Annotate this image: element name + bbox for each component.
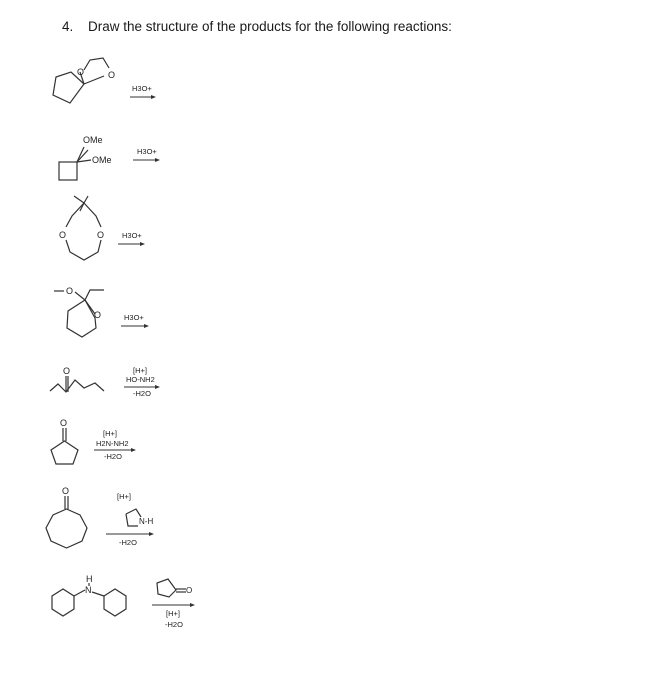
question-number: 4. — [62, 19, 74, 34]
reaction-6 — [51, 418, 136, 464]
reaction-6-byproduct: -H2O — [104, 452, 122, 461]
arrow-head — [131, 448, 136, 452]
cyclopentanone-reagent — [157, 579, 192, 597]
oxygen-label: O — [94, 310, 102, 320]
reaction-4-reagent: H3O+ — [124, 313, 144, 322]
hydrogen-label: H — [86, 574, 93, 584]
reaction-8-byproduct: -H2O — [165, 620, 183, 629]
oxygen-label: O — [59, 230, 67, 240]
question-text: Draw the structure of the products for the following reactions: — [88, 19, 452, 34]
arrow-head — [155, 385, 160, 389]
reaction-1-reagent: H3O+ — [132, 84, 152, 93]
reaction-5-byproduct: -H2O — [133, 389, 151, 398]
reaction-1 — [53, 58, 156, 103]
oxygen-label: O — [97, 230, 105, 240]
reaction-8-substrate — [52, 574, 126, 616]
reaction-7-substrate — [46, 486, 87, 548]
reaction-7 — [46, 486, 154, 548]
methoxy-label: OMe — [83, 135, 103, 145]
reaction-6-catalyst: [H+] — [103, 429, 117, 438]
reaction-5-catalyst: [H+] — [133, 366, 147, 375]
reaction-7-catalyst: [H+] — [117, 492, 131, 501]
reaction-5-substrate — [50, 366, 104, 392]
arrow-head — [190, 603, 195, 607]
oxygen-label: O — [186, 586, 193, 595]
arrow-head — [140, 242, 145, 246]
nitrogen-label: N — [85, 585, 92, 595]
reaction-4 — [54, 286, 149, 337]
oxygen-label: O — [77, 67, 85, 77]
oxygen-label: O — [66, 286, 74, 296]
oxygen-label: O — [62, 486, 70, 496]
reaction-2-reagent: H3O+ — [137, 147, 157, 156]
reaction-3-reagent: H3O+ — [122, 231, 142, 240]
reaction-4-substrate — [54, 286, 104, 337]
reaction-6-reagent: H2N-NH2 — [96, 439, 129, 448]
arrow-head — [155, 158, 160, 162]
reaction-8 — [52, 574, 195, 629]
arrow-head — [149, 532, 154, 536]
reaction-5-reagent: HO-NH2 — [126, 375, 155, 384]
arrow-head — [144, 324, 149, 328]
reaction-6-substrate — [51, 418, 78, 464]
reaction-2 — [59, 135, 160, 180]
reaction-3 — [59, 196, 145, 260]
oxygen-label: O — [108, 70, 116, 80]
reaction-7-byproduct: -H2O — [119, 538, 137, 547]
reaction-3-substrate — [59, 196, 104, 260]
pyrrolidine-nh-label: N-H — [139, 517, 154, 526]
reaction-5 — [50, 366, 160, 398]
oxygen-label: O — [63, 366, 71, 376]
methoxy-label: OMe — [92, 155, 112, 165]
oxygen-label: O — [60, 418, 68, 428]
reaction-8-catalyst: [H+] — [166, 609, 180, 618]
arrow-head — [151, 95, 156, 99]
pyrrolidine-reagent — [126, 509, 153, 526]
reaction-2-substrate — [59, 135, 112, 180]
reaction-1-substrate — [53, 58, 115, 103]
